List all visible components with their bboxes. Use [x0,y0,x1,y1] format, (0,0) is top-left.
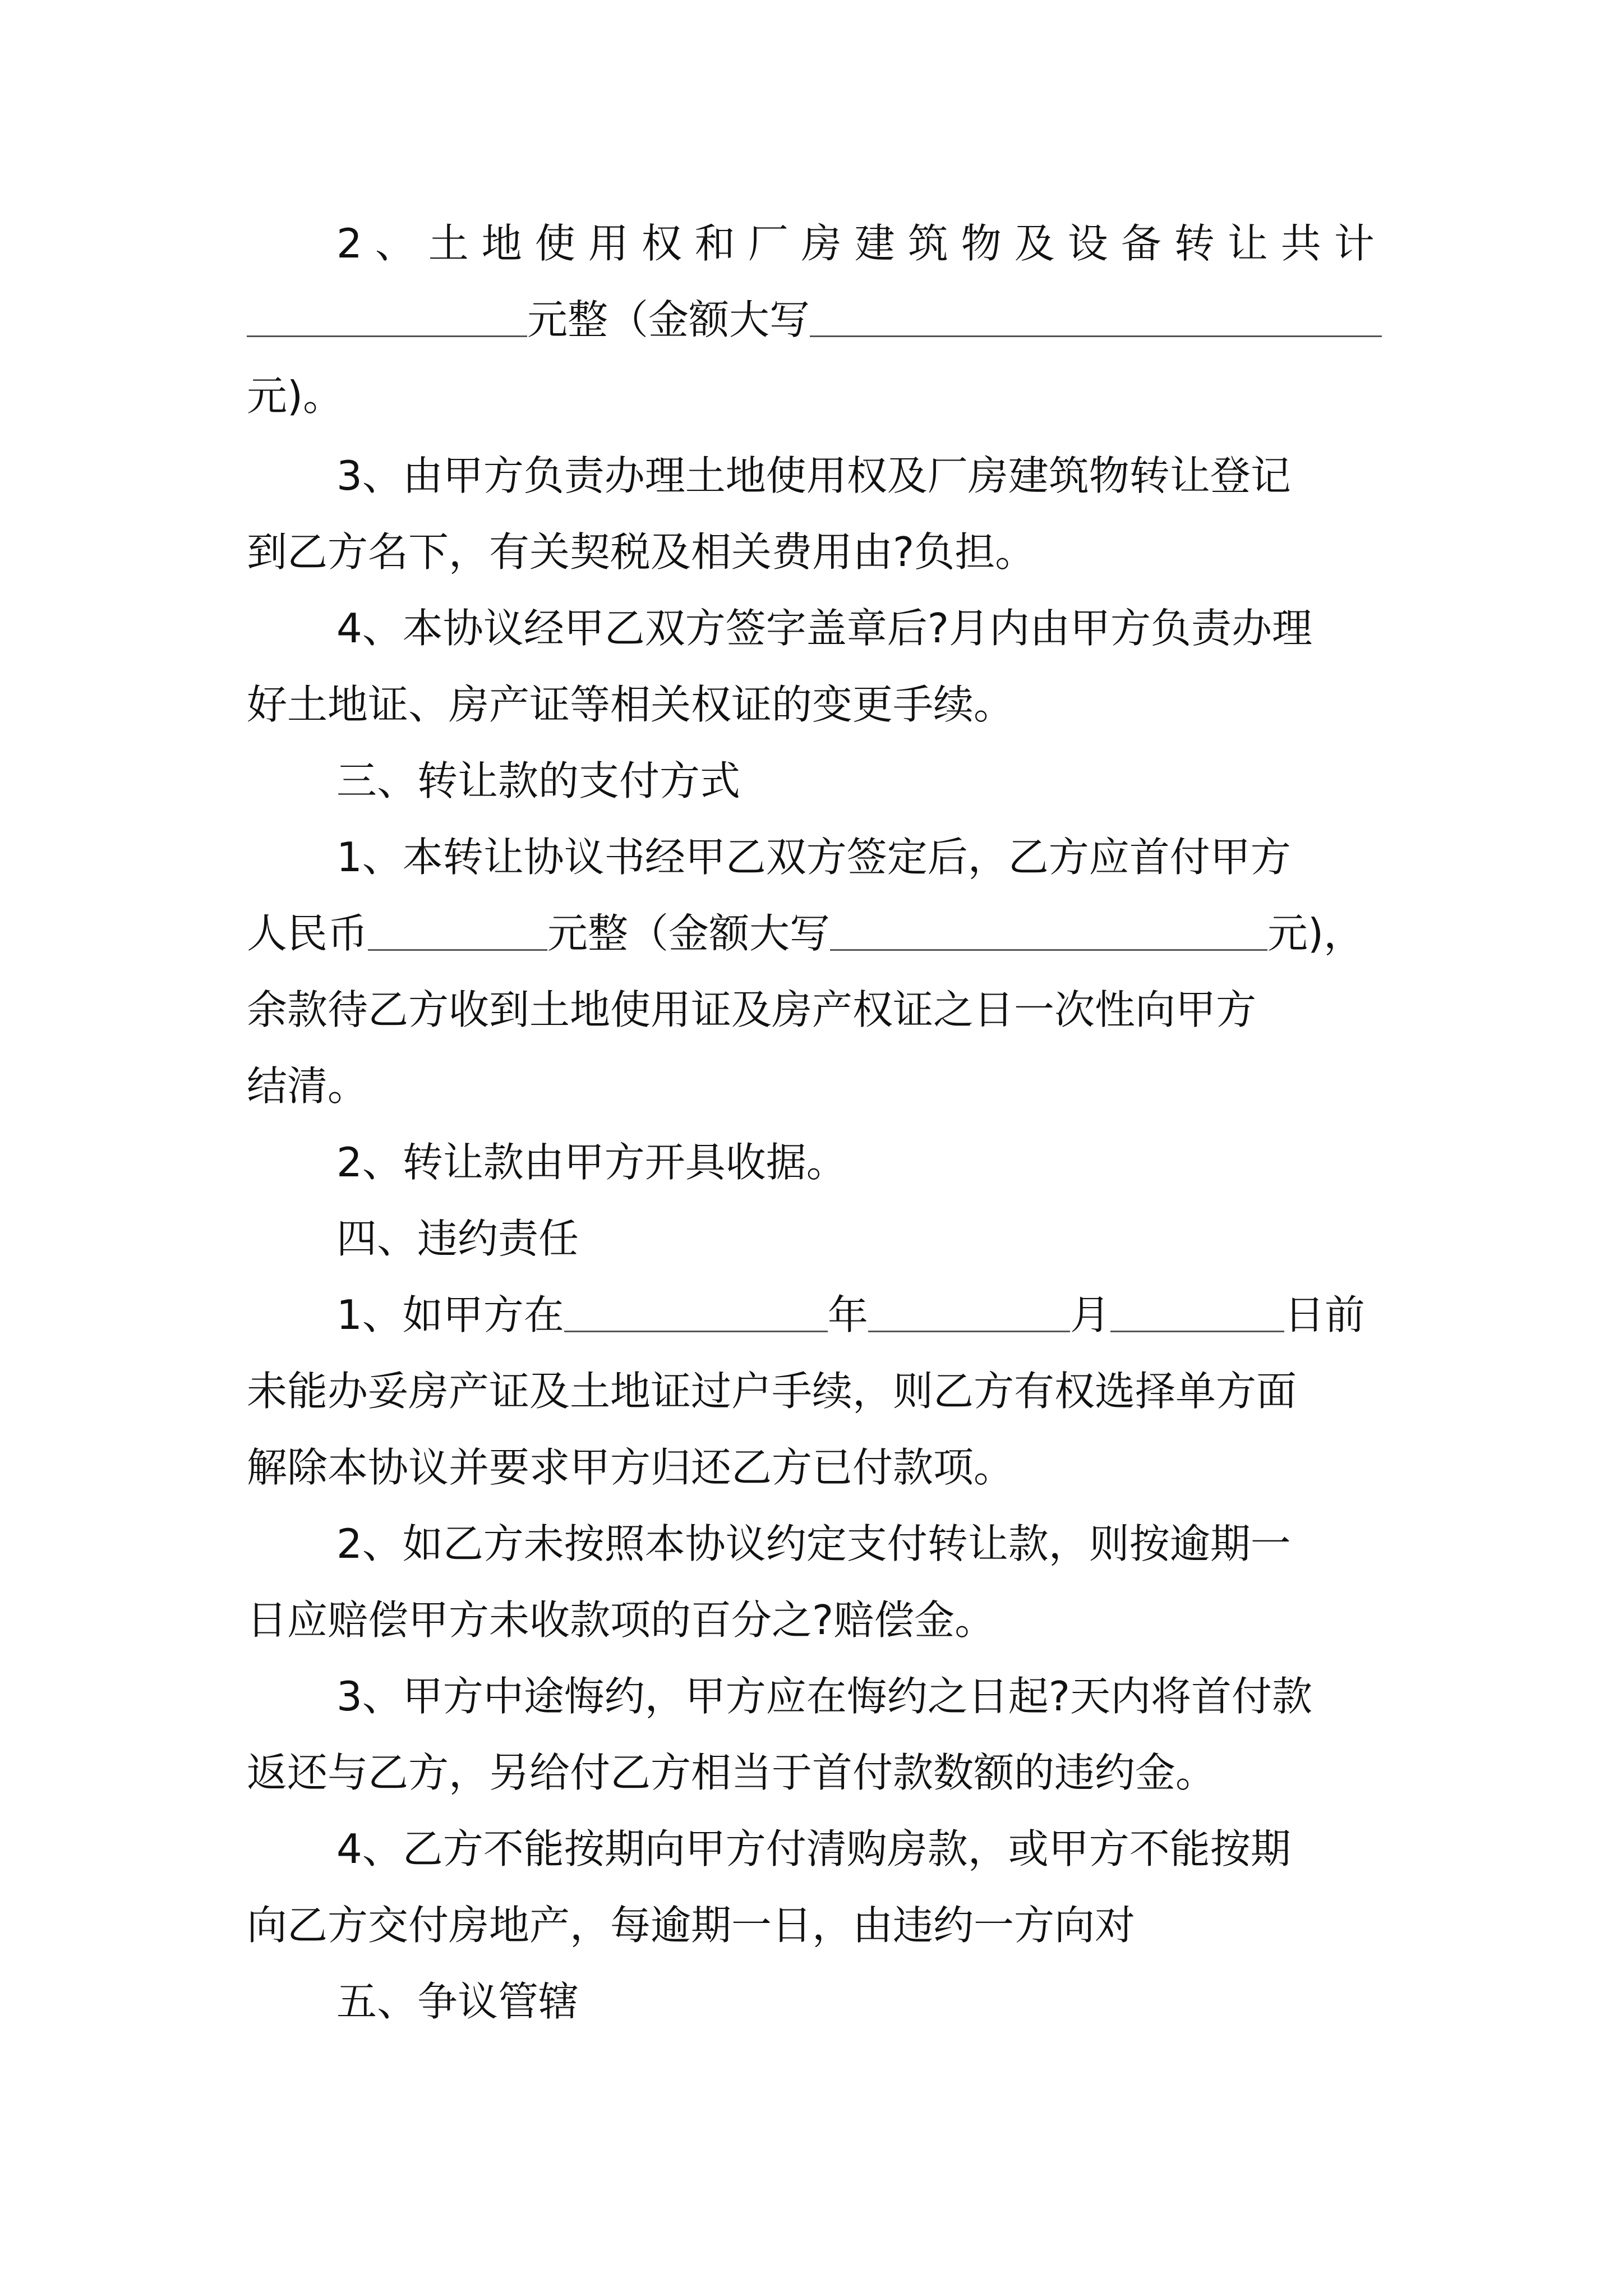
rmb-label: 人民币 [247,910,368,957]
breach-1-text-cont: 未能办妥房产证及土地证过户手续，则乙方有权选择单方面 [247,1368,1297,1415]
month-label: 月 [1069,1291,1110,1338]
breach-4-line-2 [247,1894,1391,1957]
clause-2-amount-line [247,288,1391,351]
clause-4-text: 4、本协议经甲乙双方签字盖章后?月内由甲方负责办理 [336,605,1313,652]
amount-blank[interactable] [247,300,527,337]
breach-3-line-2 [247,1741,1391,1804]
payment-1-text-cont: 余款待乙方收到土地使用证及房产权证之日一次性向甲方 [247,986,1257,1033]
payment-1-line-3 [247,978,1391,1041]
breach-3-text: 3、甲方中途悔约，甲方应在悔约之日起?天内将首付款 [336,1673,1313,1720]
clause-4-line-1 [336,597,1481,660]
amount-words-label-2: 元整（金额大写 [547,910,831,957]
clause-3-line-2 [247,521,1391,583]
payment-1-text: 1、本转让协议书经甲乙双方签定后，乙方应首付甲方 [336,834,1291,881]
down-payment-blank[interactable] [368,913,547,951]
section-5-heading [336,1970,1481,2033]
clause-2-end: 元)。 [247,372,344,420]
section-4-heading [336,1207,1481,1270]
clause-4-text-cont: 好土地证、房产证等相关权证的变更手续。 [247,681,1015,728]
breach-2-line-2 [247,1589,1391,1651]
clause-4-line-2 [247,673,1391,736]
payment-1-end: 元)， [1267,910,1364,957]
clause-2-end-line [247,365,1391,427]
breach-2-line-1 [336,1512,1481,1575]
clause-3-text: 3、由甲方负责办理土地使用权及厂房建筑物转让登记 [336,452,1291,499]
month-blank[interactable] [868,1295,1070,1332]
breach-2-text-cont: 日应赔偿甲方未收款项的百分之?赔偿金。 [247,1596,995,1644]
breach-2-text: 2、如乙方未按照本协议约定支付转让款，则按逾期一 [336,1520,1291,1567]
section-3-title: 三、转让款的支付方式 [336,757,741,804]
breach-1-text: 1、如甲方在 [336,1291,564,1338]
day-blank[interactable] [1110,1295,1284,1332]
breach-1-line-3 [247,1436,1391,1499]
year-label: 年 [827,1291,868,1338]
breach-4-line-1 [336,1818,1481,1880]
year-blank[interactable] [564,1295,828,1332]
payment-1-text-end: 结清。 [247,1062,368,1110]
breach-1-line-1 [336,1283,1481,1346]
payment-1-line-4 [247,1055,1391,1117]
amount-words-label: 元整（金额大写 [527,296,810,343]
payment-1-line-2 [247,902,1391,965]
clause-2-total-line [336,212,1481,275]
down-payment-words-blank[interactable] [830,913,1267,951]
payment-2-text: 2、转让款由甲方开具收据。 [336,1139,847,1186]
breach-3-line-1 [336,1665,1481,1728]
breach-1-line-2 [247,1360,1391,1423]
day-label: 日前 [1284,1291,1365,1338]
clause-3-text-cont: 到乙方名下，有关契税及相关费用由?负担。 [247,528,1036,576]
section-5-title: 五、争议管辖 [336,1978,579,2025]
clause-2-text: 2、土地使用权和厂房建筑物及设备转让共计 [336,220,1387,267]
amount-words-blank[interactable] [810,300,1382,337]
breach-1-text-end: 解除本协议并要求甲方归还乙方已付款项。 [247,1444,1015,1491]
breach-3-text-cont: 返还与乙方，另给付乙方相当于首付款数额的违约金。 [247,1749,1216,1796]
breach-4-text-cont: 向乙方交付房地产，每逾期一日，由违约一方向对 [247,1902,1136,1949]
section-4-title: 四、违约责任 [336,1215,579,1262]
payment-2-line [336,1131,1481,1194]
breach-4-text: 4、乙方不能按期向甲方付清购房款，或甲方不能按期 [336,1825,1291,1872]
clause-3-line-1 [336,444,1481,507]
payment-1-line-1 [336,826,1481,889]
section-3-heading [336,749,1481,812]
